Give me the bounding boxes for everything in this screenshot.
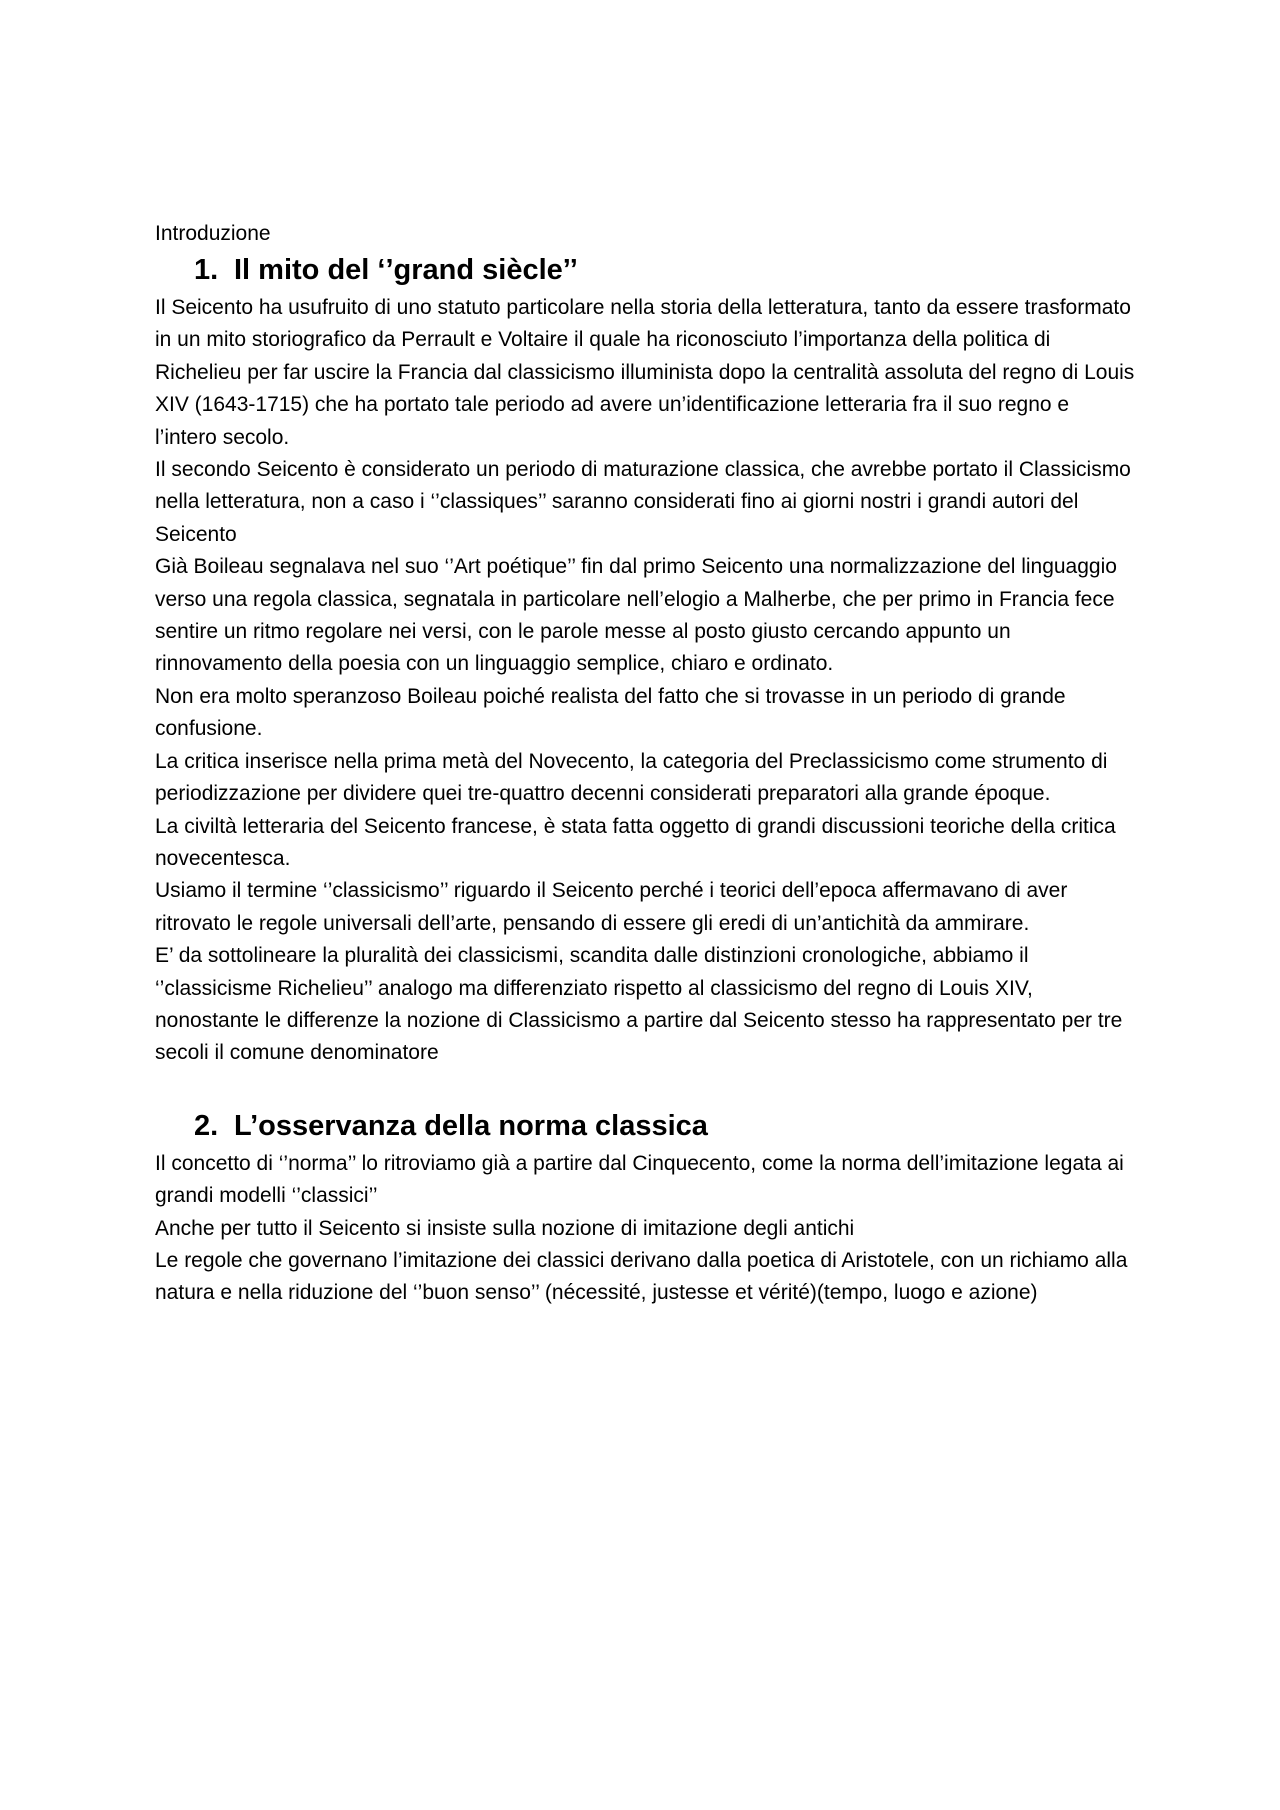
section-1-number: 1. [194,254,219,286]
paragraph: Il concetto di ‘’norma’’ lo ritroviamo già a partire dal Cinquecento, come la norma dell’imitazione legata ai grandi modelli ‘’classici’’ [155,1151,1124,1208]
section-spacer [155,1070,1135,1106]
section-2-number: 2. [194,1109,219,1142]
document-page [155,218,1135,1310]
paragraph: Le regole che governano l’imitazione dei classici derivano dalla poetica di Aristotele, con un richiamo alla natura e nella riduzione del ‘’buon senso’’ (nécessité, justesse et vérité)(tempo, luogo e azione) [155,1248,1128,1305]
paragraph: Non era molto speranzoso Boileau poiché realista del fatto che si trovasse in un periodo di grande confusione. [155,684,1066,741]
pre-title: Introduzione [155,222,271,245]
paragraph: Anche per tutto il Seicento si insiste sulla nozione di imitazione degli antichi [155,1216,855,1240]
paragraph: La critica inserisce nella prima metà del Novecento, la categoria del Preclassicismo come strumento di periodizzazione per dividere quei tre-quattro decenni considerati preparatori alla grande époque. [155,749,1108,806]
paragraph: Già Boileau segnalava nel suo ‘’Art poétique’’ fin dal primo Seicento una normalizzazione del linguaggio verso una regola classica, segnatala in particolare nell’elogio a Malherbe, che per primo in Francia fece sentire un ritmo regolare nei versi, con le parole messe al posto giusto cercando appunto un rinnovamento della poesia con un linguaggio semplice, chiaro e ordinato. [155,555,1117,676]
section-2-title: L’osservanza della norma classica [234,1109,708,1142]
section-1-heading [155,250,1135,290]
section-2-heading [155,1106,1135,1146]
paragraph: La civiltà letteraria del Seicento francese, è stata fatta oggetto di grandi discussioni teoriche della critica novecentesca. [155,814,1116,870]
paragraph: Il secondo Seicento è considerato un periodo di maturazione classica, che avrebbe portato il Classicismo nella letteratura, non a caso i ‘’classiques’’ saranno considerati fino ai giorni nostri i grandi autori del Seicento [155,458,1131,546]
paragraph: E’ da sottolineare la pluralità dei classicismi, scandita dalle distinzioni cronologiche, abbiamo il ‘’classicisme Richelieu’’ analogo ma differenziato rispetto al classicismo del regno di Louis XIV, nonostante le differenze la nozione di Classicismo a partire dal Seicento stesso ha rappresentato per tre secoli il comune denominatore [155,944,1123,1065]
section-1-title: Il mito del ‘’grand siècle’’ [234,254,578,286]
paragraph: Il Seicento ha usufruito di uno statuto particolare nella storia della letteratura, tanto da essere trasformato in un mito storiografico da Perrault e Voltaire il quale ha riconosciuto l’importanza della politica di Richelieu per far uscire la Francia dal classicismo illuminista dopo la centralità assoluta del regno di Louis XIV (1643-1715) che ha portato tale periodo ad avere un’identificazione letteraria fra il suo regno e l’intero secolo. [155,296,1135,449]
paragraph: Usiamo il termine ‘’classicismo’’ riguardo il Seicento perché i teorici dell’epoca affermavano di aver ritrovato le regole universali dell’arte, pensando di essere gli eredi di un’antichità da ammirare. [155,879,1068,935]
